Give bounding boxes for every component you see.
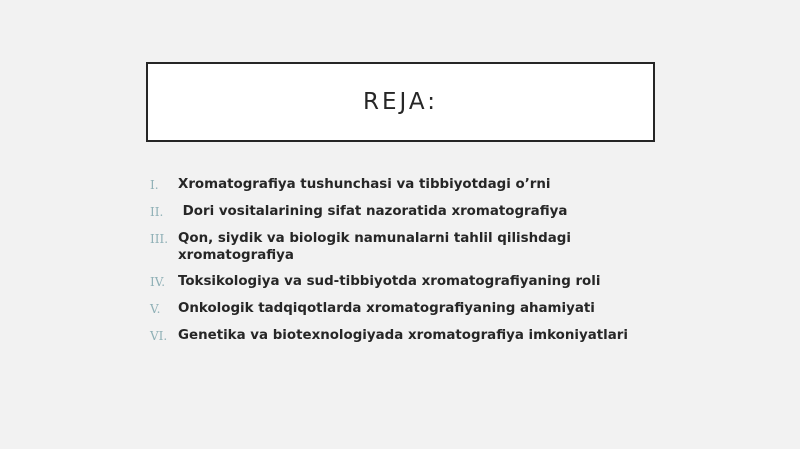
agenda-item bbox=[150, 327, 670, 345]
agenda-item-text: Qon, siydik va biologik namunalarni tahlil qilishdagi xromatografiya bbox=[178, 231, 571, 263]
agenda-item bbox=[150, 176, 670, 194]
agenda-item-text: Genetika va biotexnologiyada xromatografiya imkoniyatlari bbox=[178, 328, 628, 343]
agenda-item bbox=[150, 273, 670, 291]
agenda-item-text: Dori vositalarining sifat nazoratida xromatografiya bbox=[178, 204, 568, 219]
agenda-item-text: Onkologik tadqiqotlarda xromatografiyaning ahamiyati bbox=[178, 301, 595, 316]
slide-title: REJA: bbox=[363, 89, 438, 115]
agenda-item-text: Toksikologiya va sud-tibbiyotda xromatografiyaning roli bbox=[178, 274, 601, 289]
slide-title-box bbox=[146, 62, 655, 142]
agenda-item-numeral: I. bbox=[150, 178, 159, 192]
agenda-item-numeral: III. bbox=[150, 232, 169, 246]
agenda-item-numeral: V. bbox=[150, 302, 161, 316]
agenda-item-text: Xromatografiya tushunchasi va tibbiyotdagi o’rni bbox=[178, 177, 551, 192]
agenda-item bbox=[150, 300, 670, 318]
agenda-item bbox=[150, 203, 670, 221]
agenda-item-numeral: IV. bbox=[150, 275, 166, 289]
agenda-list bbox=[150, 176, 670, 354]
agenda-item-numeral: II. bbox=[150, 205, 164, 219]
agenda-item-numeral: VI. bbox=[150, 329, 168, 343]
agenda-item bbox=[150, 230, 670, 264]
